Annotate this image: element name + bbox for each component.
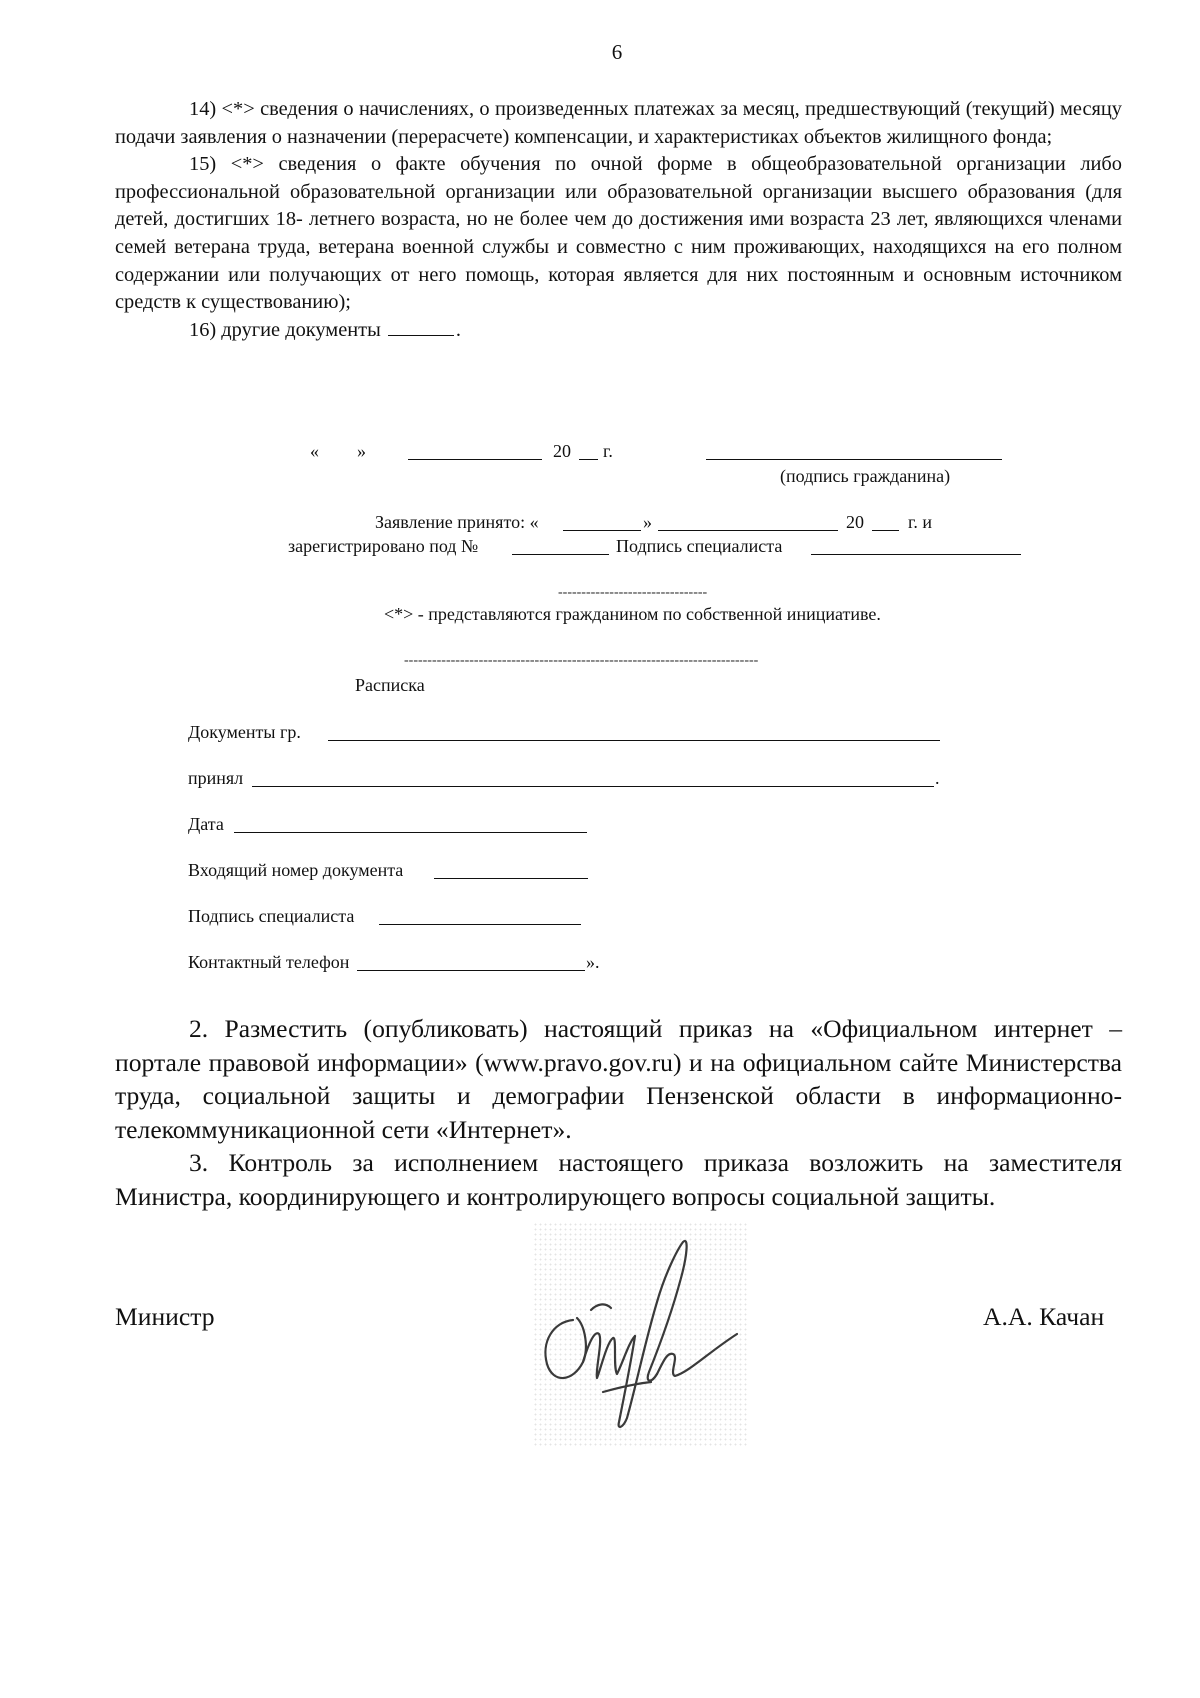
- separator-short: --------------------------------: [558, 585, 708, 600]
- receipt-incoming-number-label: Входящий номер документа: [188, 860, 404, 880]
- list-item-16: 16) другие документы .: [189, 318, 462, 341]
- handwritten-signature-icon: [533, 1222, 749, 1448]
- separator-long: ----------------------------------------------------------------------------: [404, 653, 759, 668]
- specialist-signature-label: Подпись специалиста: [616, 536, 783, 556]
- receipt-documents-blank: [328, 740, 940, 741]
- page-number: 6: [611, 40, 623, 64]
- list-item-16-label: 16) другие документы: [189, 318, 381, 341]
- specialist-signature-blank: [811, 554, 1021, 555]
- receipt-phone-blank: [357, 970, 585, 971]
- receipt-accepted-by-end: .: [935, 768, 940, 788]
- document-list: [115, 96, 1122, 344]
- receipt-specialist-signature-label: Подпись специалиста: [188, 906, 355, 926]
- point-2: 2. Разместить (опубликовать) настоящий приказ на «Официальном интернет – портале правовой информации» (www.pravo.gov.ru) и на официальном сайте Министерства труда, социальной защиты и демографии Пензенской области в информационно-телекоммуникационной сети «Интернет».: [115, 1014, 1122, 1144]
- month-blank: [408, 459, 542, 460]
- signer-name: А.А. Качан: [983, 1302, 1105, 1331]
- receipt-accepted-by-blank: [252, 786, 934, 787]
- receipt-date-blank: [234, 832, 587, 833]
- registered-label: зарегистрировано под №: [288, 536, 479, 556]
- footnote: <*> - представляются гражданином по собственной инициативе.: [384, 604, 881, 624]
- date-close-quote: »: [357, 441, 366, 461]
- point-3: 3. Контроль за исполнением настоящего приказа возложить на заместителя Министра, координирующего и контролирующего вопросы социальной защиты.: [115, 1148, 1122, 1211]
- year-blank: [579, 459, 598, 460]
- accepted-year-prefix: 20: [846, 512, 864, 532]
- receipt-accepted-by-label: принял: [188, 768, 244, 788]
- citizen-signature-caption: (подпись гражданина): [780, 466, 951, 486]
- receipt-phone-end: ».: [586, 952, 600, 972]
- accepted-day-blank: [563, 530, 641, 531]
- year-prefix: 20: [553, 441, 571, 461]
- year-suffix: г.: [603, 441, 613, 461]
- list-item-15: 15) <*> сведения о факте обучения по очной форме в общеобразовательной организации либо профессиональной образовательной организации или образовательной организации высшего образования (для детей, достигших 18- летнего возраста, но не более чем до достижения ими возраста 23 лет, являющихся членами семей ветерана труда, ветерана военной службы и совместно с ним проживающих, находящихся на его полном содержании или получающих от него помощь, которая является для них постоянным и основным источником средств к существованию);: [115, 153, 1122, 314]
- receipt-documents-label: Документы гр.: [188, 722, 301, 742]
- citizen-signature-blank: [706, 459, 1002, 460]
- registration-number-blank: [512, 554, 609, 555]
- signer-position: Министр: [115, 1302, 215, 1331]
- date-open-quote: «: [310, 441, 319, 461]
- accepted-label: Заявление принято: «: [375, 512, 539, 532]
- receipt-phone-label: Контактный телефон: [188, 952, 350, 972]
- list-item-14: 14) <*> сведения о начислениях, о произведенных платежах за месяц, предшествующий (текущий) месяцу подачи заявления о назначении (перерасчете) компенсации, и характеристиках объектов жилищного фонда;: [115, 98, 1122, 148]
- accepted-close-quote: »: [643, 512, 652, 532]
- signature-image: [533, 1222, 749, 1448]
- order-points: [115, 1012, 1122, 1213]
- receipt-title: Расписка: [355, 675, 425, 695]
- accepted-year-blank: [872, 530, 899, 531]
- receipt-date-label: Дата: [188, 814, 224, 834]
- receipt-incoming-number-blank: [434, 878, 588, 879]
- other-documents-blank: [388, 334, 454, 336]
- accepted-month-blank: [658, 530, 838, 531]
- receipt-specialist-signature-blank: [379, 924, 581, 925]
- accepted-suffix: г. и: [908, 512, 932, 532]
